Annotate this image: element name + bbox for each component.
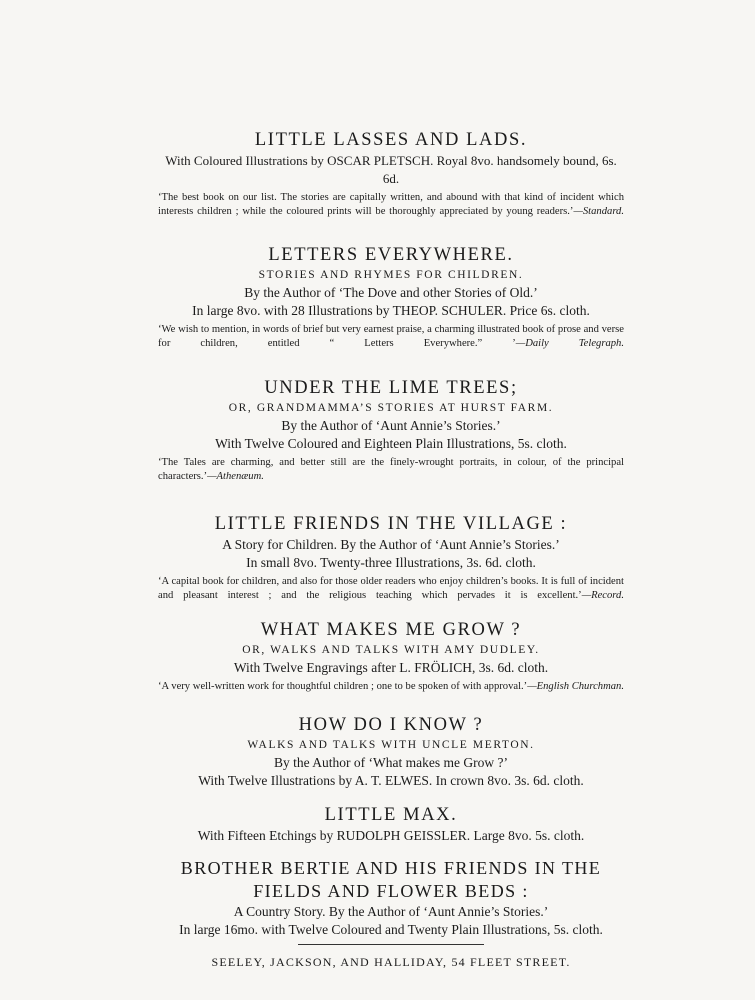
book-subtitle: WALKS AND TALKS WITH UNCLE MERTON. xyxy=(247,739,535,751)
book-entry-little-lasses xyxy=(158,128,624,233)
book-details: In large 8vo. with 28 Illustrations by THEOP. SCHULER. Price 6s. cloth. xyxy=(192,303,590,318)
book-title: HOW DO I KNOW ? xyxy=(298,715,484,735)
review-text: ‘The best book on our list. The stories are capitally written, and abound with that kind of incident which interests children ; while the coloured prints will be thoroughly appreciated by young readers.’ xyxy=(158,192,624,217)
book-title: WHAT MAKES ME GROW ? xyxy=(260,620,522,640)
book-details: With Twelve Engravings after L. FRÖLICH, 3s. 6d. cloth. xyxy=(233,660,549,675)
book-entry-letters-everywhere xyxy=(158,243,624,365)
book-entry-under-the-lime-trees xyxy=(158,376,624,498)
book-title: LITTLE MAX. xyxy=(324,805,458,825)
divider-rule xyxy=(298,944,484,945)
book-entry-little-friends xyxy=(158,512,624,617)
book-entry-what-makes-me-grow xyxy=(158,618,624,708)
review-quote xyxy=(158,323,624,365)
book-details: With Twelve Coloured and Eighteen Plain Illustrations, 5s. cloth. xyxy=(215,436,567,451)
review-source: —English Churchman. xyxy=(527,681,624,692)
book-author-line: A Country Story. By the Author of ‘Aunt Annie’s Stories.’ xyxy=(233,904,549,919)
book-title: LETTERS EVERYWHERE. xyxy=(268,245,514,265)
book-details: In large 16mo. with Twelve Coloured and Twenty Plain Illustrations, 5s. cloth. xyxy=(179,922,603,937)
review-source: —Record. xyxy=(581,590,624,601)
review-text: ‘A very well-written work for thoughtful children ; one to be spoken of with approval.’ xyxy=(158,681,528,692)
book-entry-little-max xyxy=(158,803,624,845)
review-source: —Daily Telegraph. xyxy=(515,338,624,349)
book-subtitle: OR, WALKS AND TALKS WITH AMY DUDLEY. xyxy=(242,644,540,656)
book-details: In small 8vo. Twenty-three Illustrations, 3s. 6d. cloth. xyxy=(246,555,536,570)
review-source: —Standard. xyxy=(573,206,624,217)
book-subtitle: STORIES AND RHYMES FOR CHILDREN. xyxy=(258,269,524,281)
book-details: With Fifteen Etchings by RUDOLPH GEISSLER. Large 8vo. 5s. cloth. xyxy=(197,828,585,843)
book-subtitle: OR, GRANDMAMMA’S STORIES AT HURST FARM. xyxy=(228,402,554,414)
review-quote xyxy=(158,456,624,498)
book-details: With Coloured Illustrations by OSCAR PLETSCH. Royal 8vo. handsomely bound, 6s. 6d. xyxy=(165,153,617,186)
review-source: —Athenæum. xyxy=(207,471,264,482)
book-author-line: A Story for Children. By the Author of ‘Aunt Annie’s Stories.’ xyxy=(222,537,560,552)
book-title: LITTLE FRIENDS IN THE VILLAGE : xyxy=(214,514,568,534)
book-entry-how-do-i-know xyxy=(158,713,624,790)
book-title: BROTHER BERTIE AND HIS FRIENDS IN THE FIELDS AND FLOWER BEDS : xyxy=(180,858,602,901)
book-author-line: By the Author of ‘What makes me Grow ?’ xyxy=(274,755,508,770)
review-quote xyxy=(158,191,624,233)
review-quote xyxy=(158,680,624,708)
book-entry-brother-bertie xyxy=(158,857,624,939)
review-text: ‘A capital book for children, and also for those older readers who enjoy children’s books. It is full of incident and pleasant interest ; and the religious teaching which pervades it is excellent.’ xyxy=(158,576,624,601)
review-text: ‘The Tales are charming, and better still are the finely-wrought portraits, in colour, of the principal characters.’ xyxy=(158,457,624,482)
book-title: UNDER THE LIME TREES; xyxy=(264,378,518,398)
book-author-line: By the Author of ‘The Dove and other Stories of Old.’ xyxy=(244,285,538,300)
book-author-line: By the Author of ‘Aunt Annie’s Stories.’ xyxy=(281,418,501,433)
book-list xyxy=(158,128,624,970)
review-text: ‘We wish to mention, in words of brief but very earnest praise, a charming illustrated book of prose and verse for children, entitled “ Letters Everywhere.” ’ xyxy=(158,324,624,349)
book-details: With Twelve Illustrations by A. T. ELWES. In crown 8vo. 3s. 6d. cloth. xyxy=(198,773,584,788)
book-title: LITTLE LASSES AND LADS. xyxy=(254,130,528,150)
review-quote xyxy=(158,575,624,617)
publisher-imprint: SEELEY, JACKSON, AND HALLIDAY, 54 FLEET STREET. xyxy=(211,955,571,969)
